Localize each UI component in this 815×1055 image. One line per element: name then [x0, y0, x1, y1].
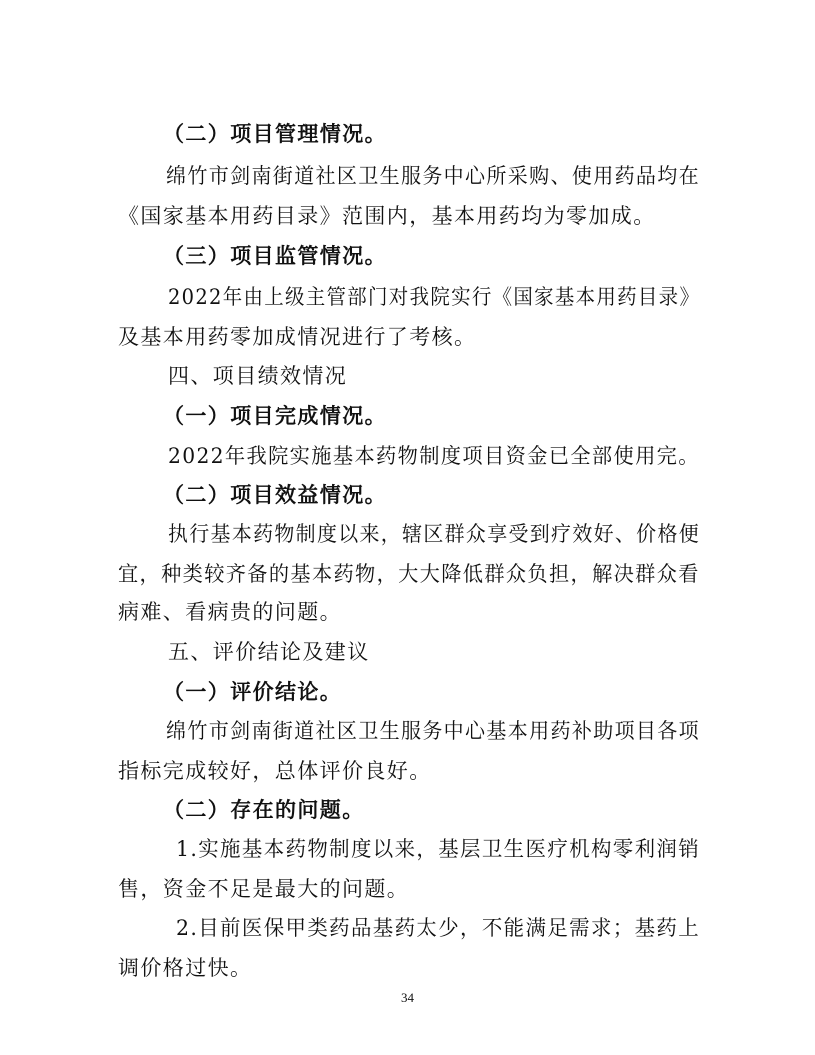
subheading-project-benefits: （二）项目效益情况。 — [163, 482, 387, 507]
page-number: 34 — [401, 990, 414, 1005]
paragraph-line: 及基本用药零加成情况进行了考核。 — [118, 325, 477, 349]
paragraph-line: 《国家基本用药目录》范围内，基本用药均为零加成。 — [118, 204, 656, 228]
subheading-existing-problems: （二）存在的问题。 — [163, 797, 365, 822]
section-heading-performance: 四、项目绩效情况 — [168, 364, 348, 388]
paragraph-line: 绵竹市剑南街道社区卫生服务中心基本用药补助项目各项 — [166, 719, 701, 743]
subheading-project-completion: （一）项目完成情况。 — [163, 403, 387, 428]
paragraph-line: 绵竹市剑南街道社区卫生服务中心所采购、使用药品均在 — [166, 164, 701, 188]
paragraph-line: 病难、看病贵的问题。 — [118, 600, 342, 624]
paragraph-line: 指标完成较好，总体评价良好。 — [118, 759, 432, 783]
subheading-project-supervision: （三）项目监管情况。 — [163, 243, 387, 268]
paragraph-line: 执行基本药物制度以来，辖区群众享受到疗效好、价格便 — [168, 522, 700, 546]
paragraph-line: 调价格过快。 — [118, 956, 253, 980]
section-heading-evaluation: 五、评价结论及建议 — [168, 640, 370, 664]
paragraph-line: 售，资金不足是最大的问题。 — [118, 877, 410, 901]
subheading-project-management: （二）项目管理情况。 — [163, 121, 387, 146]
paragraph-line: 2022年由上级主管部门对我院实行《国家基本用药目录》 — [168, 285, 701, 309]
subheading-evaluation-conclusion: （一）评价结论。 — [163, 679, 343, 704]
paragraph-line: 2.目前医保甲类药品基药太少，不能满足需求；基药上 — [176, 916, 701, 940]
paragraph-line: 2022年我院实施基本药物制度项目资金已全部使用完。 — [168, 444, 700, 468]
paragraph-line: 宜，种类较齐备的基本药物，大大降低群众负担，解决群众看 — [118, 562, 700, 586]
paragraph-line: 1.实施基本药物制度以来，基层卫生医疗机构零利润销 — [176, 837, 701, 861]
